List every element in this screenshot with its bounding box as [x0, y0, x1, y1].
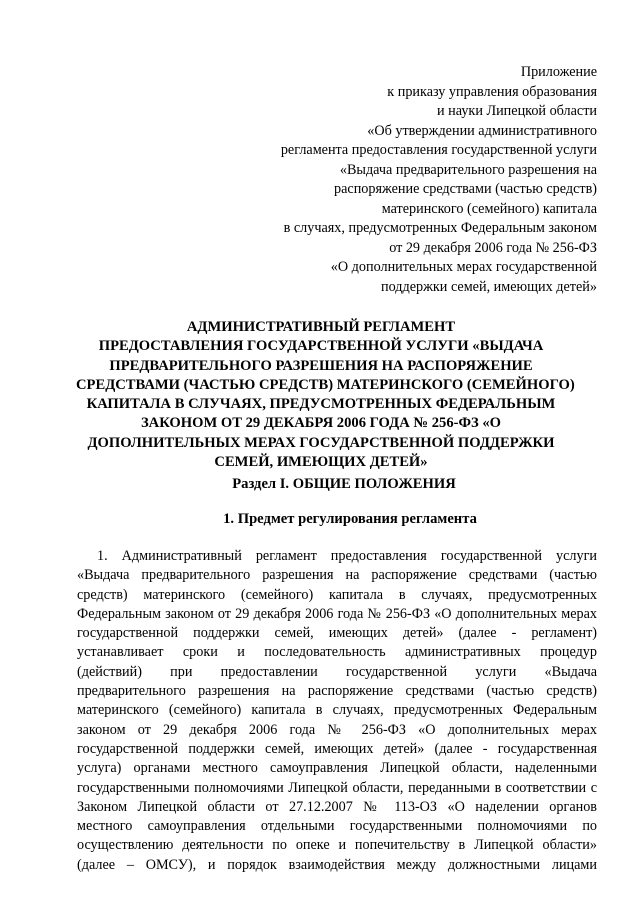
body-line: «Выдача предварительного разрешения на распоряжение средствами (частью: [77, 567, 597, 584]
body-paragraph: [77, 547, 597, 875]
body-line: (действий) при предоставлении государственной услуги «Выдача: [77, 663, 597, 680]
body-line: государственной поддержки семей, имеющих детей» (далее - государственная: [77, 740, 597, 757]
section-heading: Раздел I. ОБЩИЕ ПОЛОЖЕНИЯ: [232, 476, 456, 492]
body-line: услуга) органами местного самоуправления Липецкой области, наделенными: [77, 760, 597, 777]
appendix-line: «Выдача предварительного разрешения на: [339, 161, 597, 178]
title-line: СЕМЕЙ, ИМЕЮЩИХ ДЕТЕЙ»: [214, 454, 428, 471]
body-line: предварительного разрешения на распоряжение средствами (частью средств): [77, 683, 597, 700]
body-line: государственными полномочиями Липецкой области, переданными в соответствии с: [77, 779, 597, 796]
body-line: материнского (семейного) капитала в случаях, предусмотренных Федеральным: [77, 702, 597, 719]
body-line: Законом Липецкой области от 27.12.2007 № 113-ОЗ «О наделении органов: [77, 798, 597, 815]
body-line: осуществлению деятельности по опеке и попечительству в Липецкой области»: [77, 837, 597, 854]
body-line: 1. Административный регламент предоставления государственной услуги: [97, 548, 597, 564]
appendix-line: распоряжение средствами (частью средств): [334, 181, 597, 197]
appendix-line: «Об утверждении административного: [367, 122, 597, 139]
title-line: ЗАКОНОМ ОТ 29 ДЕКАБРЯ 2006 ГОДА № 256-ФЗ «О: [140, 415, 502, 432]
appendix-line: Приложение: [520, 64, 597, 80]
appendix-line: материнского (семейного) капитала: [381, 200, 597, 217]
appendix-line: к приказу управления образования: [387, 83, 597, 100]
title-line: АДМИНИСТРАТИВНЫЙ РЕГЛАМЕНТ: [186, 319, 456, 335]
body-line: устанавливает сроки и последовательность административных процедур: [77, 644, 597, 661]
body-line: государственной поддержки семей, имеющих детей» (далее - регламент): [77, 625, 597, 642]
appendix-line: «О дополнительных мерах государственной: [330, 259, 597, 275]
title-line: СРЕДСТВАМИ (ЧАСТЬЮ СРЕДСТВ) МАТЕРИНСКОГО (СЕМЕЙНОГО): [76, 376, 575, 393]
subsection-heading: 1. Предмет регулирования регламента: [223, 511, 477, 527]
body-line: (далее – ОМСУ), и порядок взаимодействия между должностными лицами: [77, 856, 597, 873]
body-line: средств) материнского (семейного) капитала в случаях, предусмотренных: [77, 586, 597, 603]
appendix-line: поддержки семей, имеющих детей»: [381, 278, 597, 295]
appendix-header: [197, 63, 597, 297]
body-line: местного самоуправления отдельными государственными полномочиями по: [77, 818, 597, 835]
appendix-line: в случаях, предусмотренных Федеральным законом: [283, 220, 597, 236]
title-line: КАПИТАЛА В СЛУЧАЯХ, ПРЕДУСМОТРЕННЫХ ФЕДЕРАЛЬНЫМ: [86, 396, 556, 413]
appendix-line: и науки Липецкой области: [437, 103, 597, 119]
title-line: ДОПОЛНИТЕЛЬНЫХ МЕРАХ ГОСУДАРСТВЕННОЙ ПОДДЕРЖКИ: [87, 434, 555, 451]
body-line: Федеральным законом от 29 декабря 2006 года № 256-ФЗ «О дополнительных мерах: [77, 605, 597, 622]
title-line: ПРЕДОСТАВЛЕНИЯ ГОСУДАРСТВЕННОЙ УСЛУГИ «ВЫДАЧА: [98, 338, 544, 355]
body-line: законом от 29 декабря 2006 года № 256-ФЗ «О дополнительных мерах: [77, 721, 597, 738]
document-title: [76, 318, 575, 472]
appendix-line: от 29 декабря 2006 года № 256-ФЗ: [389, 239, 597, 256]
appendix-line: регламента предоставления государственной услуги: [280, 142, 597, 158]
title-line: ПРЕДВАРИТЕЛЬНОГО РАЗРЕШЕНИЯ НА РАСПОРЯЖЕНИЕ: [109, 357, 533, 374]
